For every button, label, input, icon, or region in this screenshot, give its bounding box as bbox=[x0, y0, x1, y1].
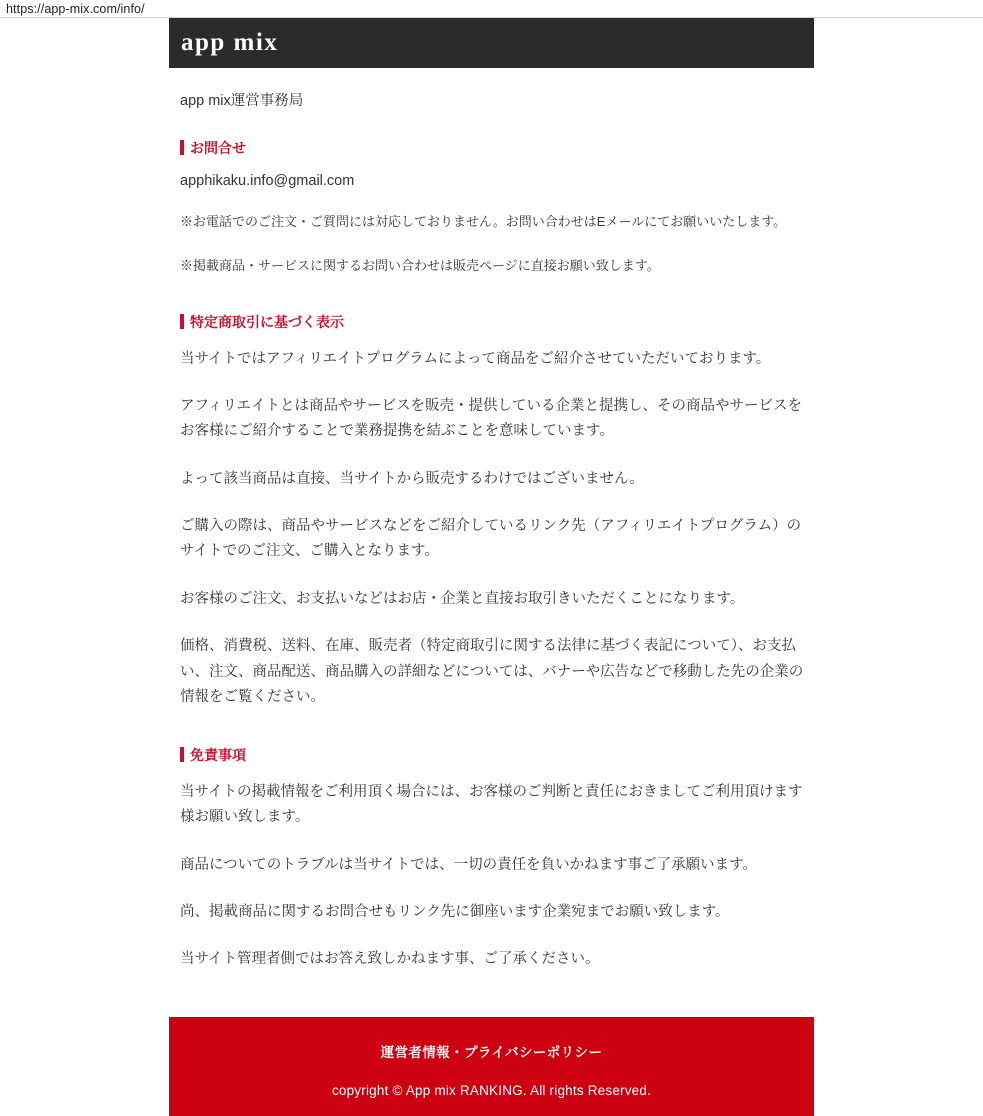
commercial-paragraph-4: ご購入の際は、商品やサービスなどをご紹介しているリンク先（アフィリエイトプログラム）のサイトでのご注文、ご購入となります。 bbox=[180, 518, 802, 560]
section-heading-contact: お問合せ bbox=[180, 139, 814, 159]
footer-links[interactable] bbox=[169, 1041, 814, 1061]
footer-link-privacy-policy[interactable]: 運営者情報・プライバシーポリシー bbox=[380, 1044, 603, 1060]
commercial-paragraph-2: アフィリエイトとは商品やサービスを販売・提供している企業と提携し、その商品やサービスをお客様にご紹介することで業務提携を結ぶことを意味しています。 bbox=[180, 397, 803, 440]
content-column bbox=[169, 18, 814, 973]
commercial-paragraph-5: お客様のご注文、お支払いなどはお店・企業と直接お取引きいただくことになります。 bbox=[180, 590, 745, 607]
url-text: https://app-mix.com/info/ bbox=[6, 1, 145, 16]
section-heading-disclaimer: 免責事項 bbox=[180, 746, 814, 766]
site-header bbox=[169, 18, 814, 68]
contact-note-1: ※お電話でのご注文・ご質問には対応しておりません。お問い合わせはEメールにてお願いいたします。 bbox=[180, 213, 787, 229]
commercial-paragraph-6: 価格、消費税、送料、在庫、販売者（特定商取引に関する法律に基づく表記について）、お支払い、注文、商品配送、商品購入の詳細などについては、バナーや広告などで移動した先の企業の情報をご覧ください。 bbox=[180, 638, 804, 705]
site-logo-title[interactable]: app mix bbox=[181, 29, 279, 56]
page-container bbox=[0, 18, 983, 1116]
section-heading-commercial-transactions: 特定商取引に基づく表示 bbox=[180, 313, 814, 333]
commercial-paragraph-3: よって該当商品は直接、当サイトから販売するわけではございません。 bbox=[180, 470, 644, 487]
contact-note-2: ※掲載商品・サービスに関するお問い合わせは販売ページに直接お願い致します。 bbox=[180, 257, 660, 273]
disclaimer-paragraph-2: 商品についてのトラブルは当サイトでは、一切の責任を負いかねます事ご了承願います。 bbox=[180, 856, 757, 873]
organization-name: app mix運営事務局 bbox=[180, 93, 304, 109]
footer-copyright: copyright © App mix RANKING. All rights Reserved. bbox=[331, 1082, 652, 1098]
disclaimer-paragraph-4: 当サイト管理者側ではお答え致しかねます事、ご了承ください。 bbox=[180, 951, 600, 968]
browser-url-bar[interactable] bbox=[0, 0, 983, 18]
article-body bbox=[169, 68, 814, 973]
contact-email[interactable]: apphikaku.info@gmail.com bbox=[180, 172, 355, 189]
disclaimer-paragraph-3: 尚、掲載商品に関するお問合せもリンク先に御座います企業宛までお願い致します。 bbox=[180, 904, 730, 921]
disclaimer-paragraph-1: 当サイトの掲載情報をご利用頂く場合には、お客様のご判断と責任におきましてご利用頂けます様お願い致します。 bbox=[180, 783, 803, 826]
site-footer bbox=[169, 1017, 814, 1116]
commercial-paragraph-1: 当サイトではアフィリエイトプログラムによって商品をご紹介させていただいております。 bbox=[180, 350, 771, 367]
